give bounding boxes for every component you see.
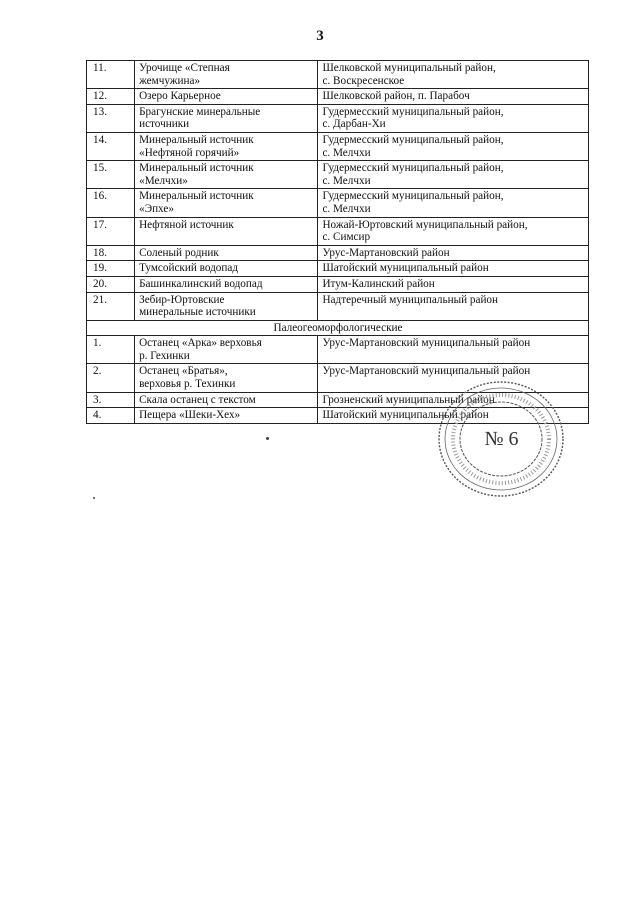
object-name-line: р. Гехинки bbox=[139, 349, 190, 362]
district-location-line: Шатойский муниципальный район bbox=[322, 409, 489, 422]
object-name-line: Минеральный источник bbox=[139, 162, 254, 175]
object-name bbox=[135, 245, 318, 261]
district-location-line: с. Мелчхи bbox=[322, 146, 371, 159]
row-number: 16. bbox=[87, 189, 135, 217]
district-location-line: Урус-Мартановский муниципальный район bbox=[322, 337, 531, 350]
page-number: 3 bbox=[316, 28, 324, 44]
table-row bbox=[87, 189, 589, 217]
object-name-line: Скала останец с текстом bbox=[139, 393, 256, 406]
object-name-line: Тумсойский водопад bbox=[139, 262, 239, 275]
district-location-line: Гудермесский муниципальный район, bbox=[322, 190, 504, 203]
section-row bbox=[87, 320, 589, 336]
object-name-line: Озеро Карьерное bbox=[139, 90, 221, 103]
object-name-line: «Эпхе» bbox=[139, 202, 174, 215]
object-name bbox=[135, 161, 318, 189]
district-location-line: Гудермесский муниципальный район, bbox=[322, 105, 504, 118]
district-location bbox=[318, 104, 589, 132]
object-name-line: минеральные источники bbox=[139, 306, 256, 319]
row-number: 21. bbox=[87, 292, 135, 320]
district-location bbox=[318, 292, 589, 320]
object-name bbox=[135, 89, 318, 105]
object-name-line: Минеральный источник bbox=[139, 133, 254, 146]
row-number: 4. bbox=[87, 408, 135, 424]
object-name bbox=[135, 292, 318, 320]
object-name-line: Пещера «Шеки-Хех» bbox=[139, 409, 241, 422]
district-location-line: с. Симсир bbox=[322, 231, 371, 244]
row-number: 14. bbox=[87, 132, 135, 160]
district-location-line: Итум-Калинский район bbox=[322, 277, 435, 290]
district-location bbox=[318, 261, 589, 277]
object-name-line: Зебир-Юртовские bbox=[139, 293, 225, 306]
object-name bbox=[135, 132, 318, 160]
row-number: 11. bbox=[87, 61, 135, 89]
object-name-line: Останец «Арка» верховья bbox=[139, 337, 262, 350]
object-name-line: Соленый родник bbox=[139, 246, 219, 259]
object-name bbox=[135, 189, 318, 217]
object-name bbox=[135, 392, 318, 408]
table-row bbox=[87, 276, 589, 292]
table-body bbox=[87, 61, 589, 424]
district-location-line: Надтеречный муниципальный район bbox=[322, 293, 499, 306]
row-number: 15. bbox=[87, 161, 135, 189]
official-seal-stamp bbox=[433, 376, 570, 502]
table-row bbox=[87, 217, 589, 245]
object-name-line: Минеральный источник bbox=[139, 190, 254, 203]
district-location bbox=[318, 245, 589, 261]
district-location bbox=[318, 61, 589, 89]
table-row bbox=[87, 292, 589, 320]
district-location bbox=[318, 89, 589, 105]
district-location-line: Урус-Мартановский муниципальный район bbox=[322, 365, 531, 378]
district-location bbox=[318, 161, 589, 189]
scan-speck bbox=[266, 437, 269, 440]
stamp-number: № 6 bbox=[484, 427, 519, 450]
row-number: 13. bbox=[87, 104, 135, 132]
district-location-line: Грозненский муниципальный район bbox=[322, 393, 495, 406]
district-location-line: с. Мелчхи bbox=[322, 202, 371, 215]
district-location-line: с. Дарбан-Хи bbox=[322, 118, 386, 131]
object-name-line: Нефтяной источник bbox=[139, 218, 234, 231]
table-row bbox=[87, 89, 589, 105]
object-name-line: Останец «Братья», bbox=[139, 365, 228, 378]
table-row bbox=[87, 261, 589, 277]
object-name bbox=[135, 336, 318, 364]
section-heading: Палеогеоморфологические bbox=[87, 320, 589, 336]
district-location-line: Урус-Мартановский район bbox=[322, 246, 450, 259]
district-location bbox=[318, 189, 589, 217]
row-number: 20. bbox=[87, 276, 135, 292]
object-name bbox=[135, 364, 318, 392]
district-location bbox=[318, 217, 589, 245]
district-location-line: с. Мелчхи bbox=[322, 174, 371, 187]
object-name-line: Брагунские минеральные bbox=[139, 105, 261, 118]
table-row bbox=[87, 61, 589, 89]
table-row bbox=[87, 336, 589, 364]
district-location bbox=[318, 132, 589, 160]
district-location-line: Шелковской район, п. Парабоч bbox=[322, 90, 470, 103]
table-row bbox=[87, 161, 589, 189]
row-number: 17. bbox=[87, 217, 135, 245]
row-number: 12. bbox=[87, 89, 135, 105]
district-location-line: Ножай-Юртовский муниципальный район, bbox=[322, 218, 528, 231]
object-name bbox=[135, 61, 318, 89]
object-name-line: Урочище «Степная bbox=[139, 62, 230, 74]
object-name-line: источники bbox=[139, 118, 190, 131]
district-location-line: Шатойский муниципальный район bbox=[322, 262, 489, 275]
row-number: 19. bbox=[87, 261, 135, 277]
object-name bbox=[135, 408, 318, 424]
district-location bbox=[318, 336, 589, 364]
object-name-line: «Мелчхи» bbox=[139, 174, 188, 187]
row-number: 18. bbox=[87, 245, 135, 261]
object-name-line: «Нефтяной горячий» bbox=[139, 146, 240, 159]
district-location-line: Шелковской муниципальный район, bbox=[322, 62, 496, 74]
object-name bbox=[135, 217, 318, 245]
natural-monuments-table bbox=[86, 60, 589, 424]
row-number: 1. bbox=[87, 336, 135, 364]
object-name bbox=[135, 261, 318, 277]
scan-speck bbox=[93, 497, 95, 499]
object-name-line: Башинкалинский водопад bbox=[139, 277, 263, 290]
row-number: 3. bbox=[87, 392, 135, 408]
object-name bbox=[135, 104, 318, 132]
object-name bbox=[135, 276, 318, 292]
object-name-line: жемчужина» bbox=[139, 74, 201, 87]
district-location-line: Гудермесский муниципальный район, bbox=[322, 162, 504, 175]
table-row bbox=[87, 104, 589, 132]
row-number: 2. bbox=[87, 364, 135, 392]
table-row bbox=[87, 132, 589, 160]
object-name-line: верховья р. Техинки bbox=[139, 378, 236, 391]
district-location-line: Гудермесский муниципальный район, bbox=[322, 133, 504, 146]
district-location-line: с. Воскресенское bbox=[322, 74, 405, 87]
district-location bbox=[318, 276, 589, 292]
table-row bbox=[87, 245, 589, 261]
